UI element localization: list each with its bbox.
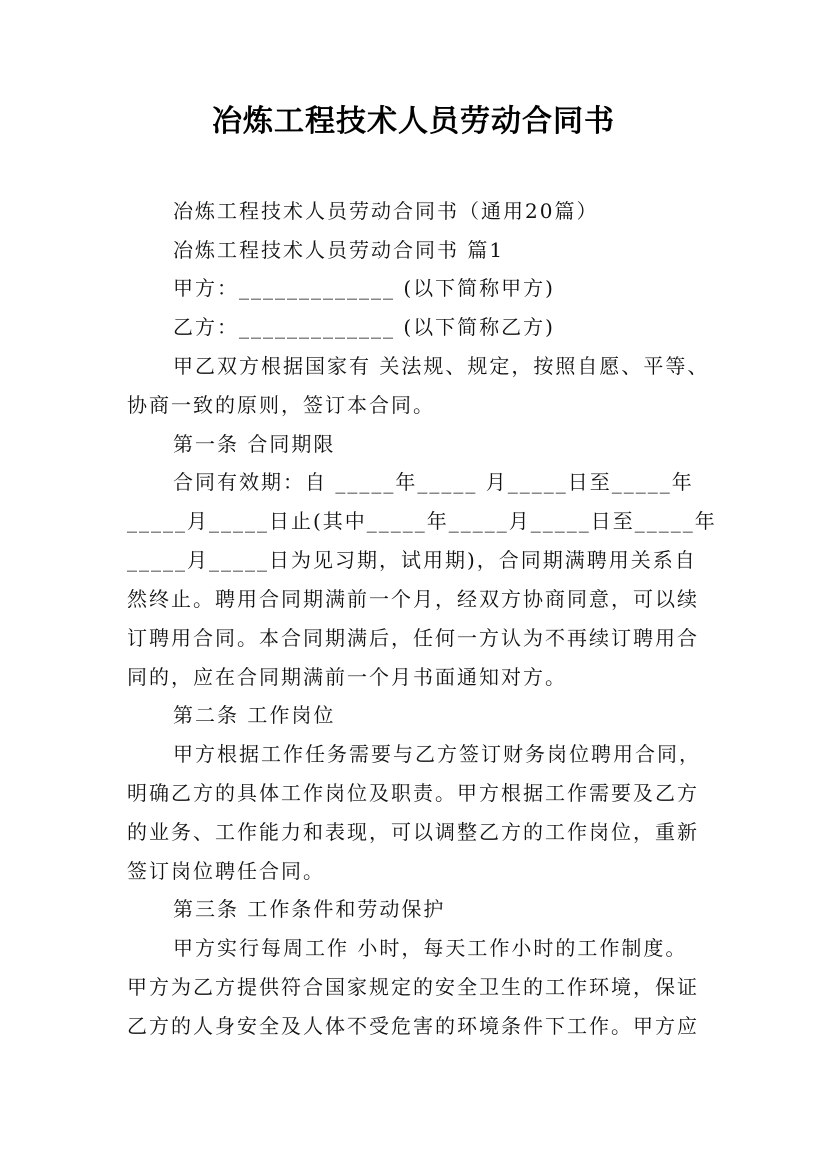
paragraph-line: 甲方为乙方提供符合国家规定的安全卫生的工作环境，保证 [127, 975, 699, 999]
paragraph-line: 甲方根据工作任务需要与乙方签订财务岗位聘用合同， [173, 742, 701, 766]
party-b-line: 乙方：_____________ (以下简称乙方) [173, 315, 555, 339]
paragraph-line: 合同有效期：自 _____年_____ 月_____日至_____年 [173, 470, 694, 494]
paragraph-line: 然终止。聘用合同期满前一个月，经双方协商同意，可以续 [127, 587, 699, 611]
paragraph-line: 甲方实行每周工作 小时，每天工作小时的工作制度。 [173, 936, 688, 960]
paragraph-line: _____月_____日为见习期，试用期)，合同期满聘用关系自 [127, 548, 697, 572]
document-title: 冶炼工程技术人员劳动合同书 [212, 104, 615, 139]
paragraph-line: 甲乙双方根据国家有 关法规、规定，按照自愿、平等、 [173, 354, 710, 378]
article-heading: 第二条 工作岗位 [173, 703, 336, 727]
article-heading: 第一条 合同期限 [173, 432, 336, 456]
paragraph-line: 的业务、工作能力和表现，可以调整乙方的工作岗位，重新 [127, 820, 699, 844]
paragraph-line: 同的，应在合同期满前一个月书面通知对方。 [127, 665, 567, 689]
paragraph-line: 乙方的人身安全及人体不受危害的环境条件下工作。甲方应 [127, 1014, 699, 1038]
paragraph-line: 明确乙方的具体工作岗位及职责。甲方根据工作需要及乙方 [127, 781, 699, 805]
paragraph-line: 签订岗位聘任合同。 [127, 859, 325, 883]
subtitle-line: 冶炼工程技术人员劳动合同书（通用20篇） [173, 199, 599, 223]
paragraph-line: _____月_____日止(其中_____年_____月_____日至_____年 [127, 509, 717, 533]
paragraph-line: 协商一致的原则，签订本合同。 [127, 393, 435, 417]
party-a-line: 甲方：_____________ (以下简称甲方) [173, 276, 555, 300]
paragraph-line: 订聘用合同。本合同期满后，任何一方认为不再续订聘用合 [127, 626, 699, 650]
article-heading: 第三条 工作条件和劳动保护 [173, 897, 446, 921]
section-heading-line: 冶炼工程技术人员劳动合同书 篇1 [173, 238, 505, 262]
